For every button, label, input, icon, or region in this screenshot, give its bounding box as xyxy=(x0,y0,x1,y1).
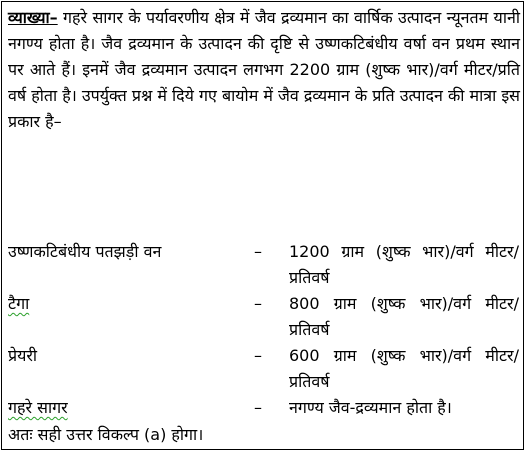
biome-dash: – xyxy=(254,346,262,365)
explanation-paragraph xyxy=(8,5,520,135)
biome-row xyxy=(8,395,520,421)
biome-value: 800 ग्राम (शुष्क भार)/वर्ग मीटर/प्रतिवर्ष xyxy=(289,294,519,339)
biome-dash: – xyxy=(254,242,262,261)
biome-value: 1200 ग्राम (शुष्क भार)/वर्ग मीटर/प्रतिवर्ष xyxy=(289,242,519,287)
biome-value: नगण्य जैव-द्रव्यमान होता है। xyxy=(289,398,452,417)
biome-row xyxy=(8,343,520,395)
biome-name: गहरे सागर xyxy=(8,398,68,417)
answer-box xyxy=(1,1,524,450)
explanation-text: गहरे सागर के पर्यावरणीय क्षेत्र में जैव द्रव्यमान का वार्षिक उत्पादन न्यूनतम यानी नगण्य होता है। जैव द्रव्यमान के उत्पादन की दृष्टि से उष्णकटिबंधीय वर्षा वन प्रथम स्थान पर आते हैं। इनमें जैव द्रव्यमान उत्पादन लगभग 2200 ग्राम (शुष्क भार)/वर्ग मीटर/प्रति वर्ष होता है। उपर्युक्त प्रश्न में दिये गए बायोम में जैव द्रव्यमान के प्रति उत्पादन की मात्रा इस प्रकार है– xyxy=(8,8,520,131)
biome-name: उष्णकटिबंधीय पतझड़ी वन xyxy=(8,242,162,261)
biome-row xyxy=(8,239,520,291)
biome-row xyxy=(8,291,520,343)
biome-dash: – xyxy=(254,294,262,313)
biome-dash: – xyxy=(254,398,262,417)
biome-name: टैगा xyxy=(8,294,30,313)
biome-value: 600 ग्राम (शुष्क भार)/वर्ग मीटर/प्रतिवर्ष xyxy=(289,346,519,391)
biome-name: प्रेयरी xyxy=(8,346,38,365)
conclusion-text: अतः सही उत्तर विकल्प (a) होगा। xyxy=(8,425,204,444)
explanation-label: व्याख्या– xyxy=(8,8,58,27)
